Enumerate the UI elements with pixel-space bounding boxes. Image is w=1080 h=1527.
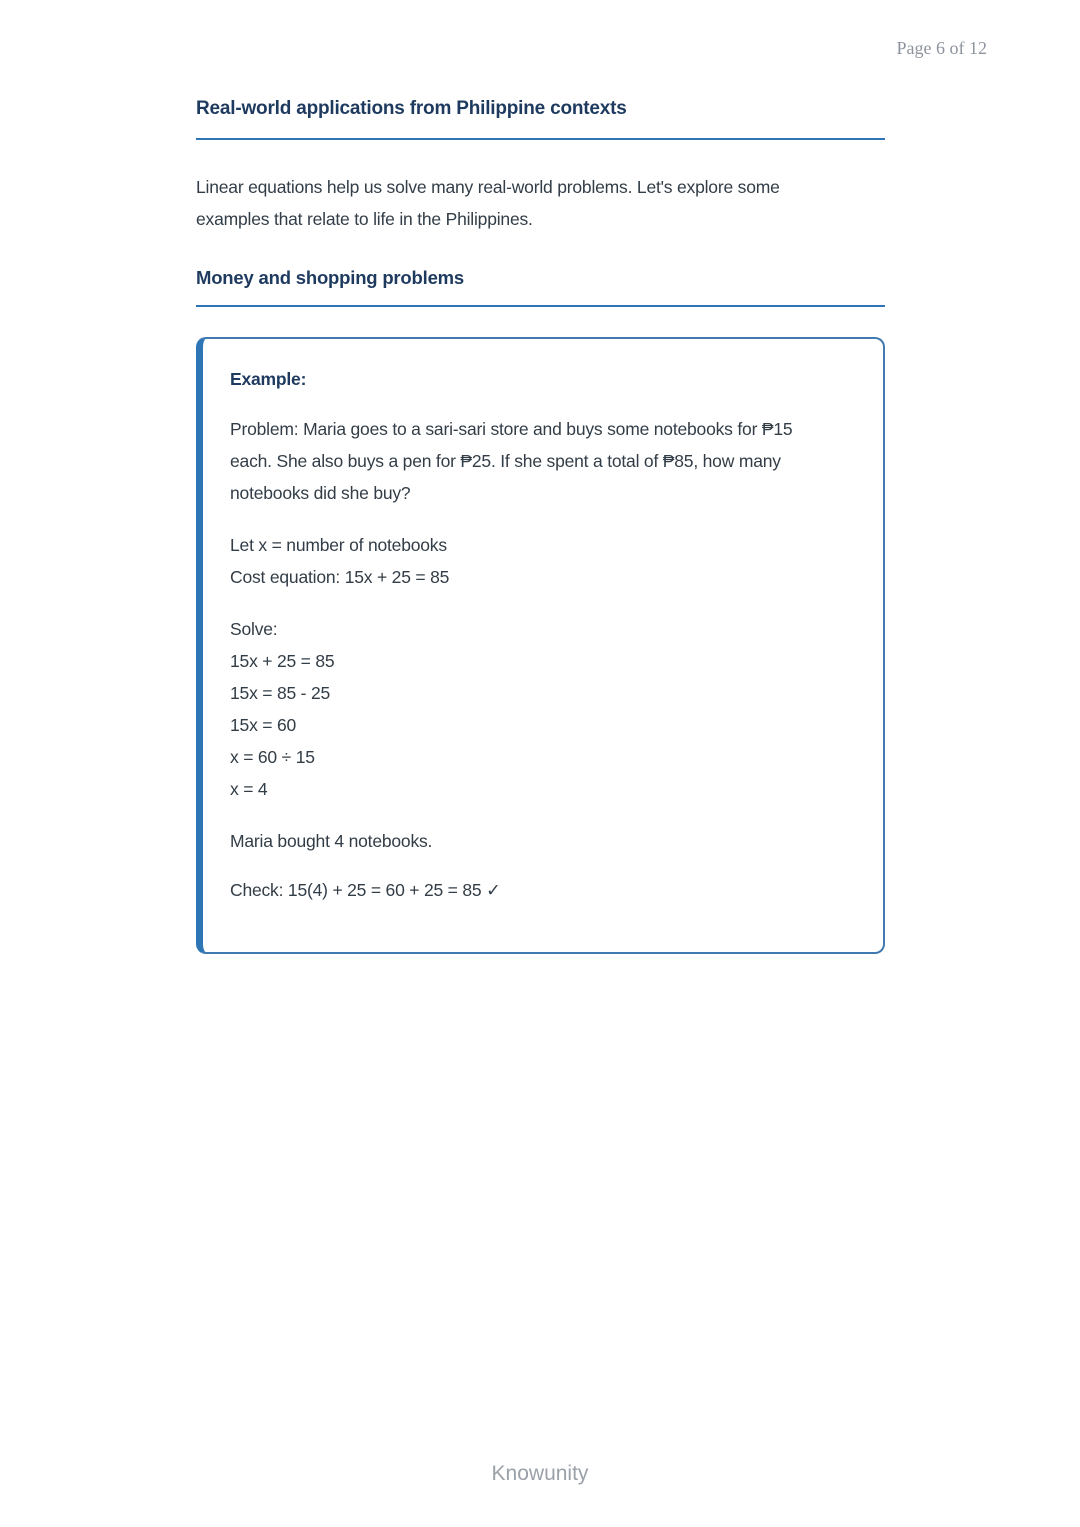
document-body	[196, 96, 885, 954]
section-heading-divider	[196, 138, 885, 140]
example-box	[196, 337, 885, 954]
page-indicator: Page 6 of 12	[896, 38, 987, 58]
solve-step: x = 4	[230, 779, 268, 799]
section-heading: Real-world applications from Philippine contexts	[196, 98, 627, 119]
solve-step: 15x = 85 - 25	[230, 683, 331, 703]
answer-statement: Maria bought 4 notebooks.	[230, 831, 433, 851]
solve-step: 15x = 60	[230, 715, 297, 735]
example-label: Example:	[230, 369, 307, 389]
intro-paragraph	[196, 171, 885, 235]
subsection-heading: Money and shopping problems	[196, 267, 464, 288]
footer-brand: Knowunity	[491, 1462, 589, 1485]
equation-setup	[230, 529, 853, 593]
check-statement: Check: 15(4) + 25 = 60 + 25 = 85 ✓	[230, 880, 501, 900]
problem-statement	[230, 413, 853, 509]
problem-line: Problem: Maria goes to a sari-sari store and buys some notebooks for ₱15	[230, 419, 793, 439]
solve-step: x = 60 ÷ 15	[230, 747, 315, 767]
solve-step: Solve:	[230, 619, 278, 639]
subsection-heading-divider	[196, 305, 885, 307]
solution-steps	[230, 613, 853, 805]
problem-line: each. She also buys a pen for ₱25. If she spent a total of ₱85, how many	[230, 451, 781, 471]
setup-line: Let x = number of notebooks	[230, 535, 447, 555]
intro-line: Linear equations help us solve many real-world problems. Let's explore some	[196, 177, 780, 197]
solve-step: 15x + 25 = 85	[230, 651, 335, 671]
problem-line: notebooks did she buy?	[230, 483, 411, 503]
intro-line: examples that relate to life in the Philippines.	[196, 209, 533, 229]
setup-line: Cost equation: 15x + 25 = 85	[230, 567, 450, 587]
